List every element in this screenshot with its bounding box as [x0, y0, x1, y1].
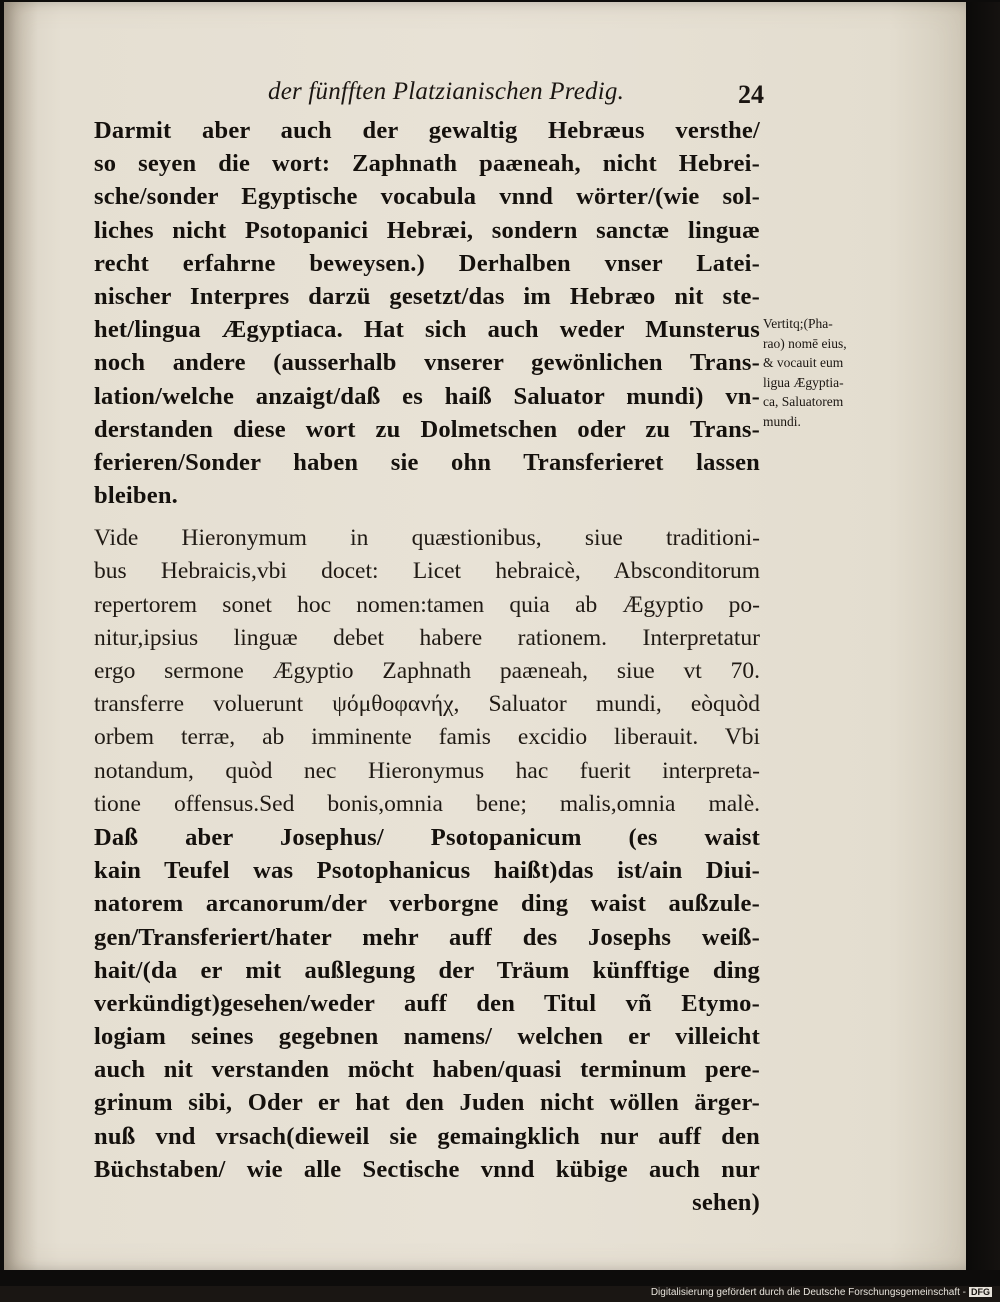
latin-line: bus Hebraicis,vbi docet: Licet hebraicè, Absconditorum [94, 558, 760, 585]
latin-line: Vide Hieronymum in quæstionibus, siue traditioni- [94, 525, 760, 552]
dfg-logo: DFG [971, 1287, 990, 1297]
latin-line: orbem terræ, ab imminente famis excidio liberauit. Vbi [94, 724, 760, 751]
text-line: so seyen die wort: Zaphnath paæneah, nicht Hebrei- [94, 150, 760, 178]
text-line: derstanden diese wort zu Dolmetschen oder zu Trans- [94, 415, 760, 443]
text-line: grinum sibi, Oder er hat den Juden nicht wöllen ärger- [94, 1089, 760, 1117]
latin-line: ergo sermone Ægyptio Zaphnath paæneah, siue vt 70. [94, 658, 760, 684]
digitization-credit [651, 1287, 992, 1298]
text-line: auch nit verstanden möcht haben/quasi terminum pere- [94, 1056, 760, 1084]
text-line: nischer Interpres darzü gesetzt/das im Hebræo nit ste- [94, 282, 760, 310]
latin-line: transferre voluerunt ψόμθοφανήχ, Saluator mundi, eòquòd [94, 691, 760, 718]
margin-note-line: rao) nomē eius, [763, 335, 847, 351]
text-line: logiam seines gegebnen namens/ welchen er villeicht [94, 1023, 760, 1051]
text-line: Darmit aber auch der gewaltig Hebræus versthe/ [94, 117, 760, 144]
latin-line: nitur,ipsius linguæ debet habere rationem. Interpretatur [94, 624, 760, 651]
text-line: bleiben. [94, 482, 178, 510]
text-line: Büchstaben/ wie alle Sectische vnnd kübige auch nur [94, 1155, 760, 1183]
text-line: lation/welche anzaigt/daß es haiß Saluator mundi) vn- [94, 382, 760, 410]
catchword: sehen) [692, 1189, 760, 1216]
text-line: liches nicht Psotopanici Hebræi, sondern sanctæ linguæ [94, 216, 760, 244]
text-line: nuß vnd vrsach(dieweil sie gemaingklich nur auff den [94, 1122, 760, 1150]
main-text-block [94, 114, 760, 1219]
text-line: recht erfahrne beweysen.) Derhalben vnser Latei- [94, 249, 760, 277]
text-line: natorem arcanorum/der verborgne ding waist außzule- [94, 890, 760, 918]
text-line: kain Teufel was Psotophanicus haißt)das ist/ain Diui- [94, 857, 760, 885]
text-line: sche/sonder Egyptische vocabula vnnd wörter/(wie sol- [94, 183, 760, 211]
margin-note-line: Vertitq;(Pha- [763, 316, 833, 331]
latin-line: tione offensus.Sed bonis,omnia bene; malis,omnia malè. [94, 790, 760, 817]
margin-note-line: ligua Ægyptia- [763, 374, 844, 390]
paragraph-gap [94, 512, 760, 522]
text-line: het/lingua Ægyptiaca. Hat sich auch weder Munsterus [94, 316, 760, 344]
text-line: Daß aber Josephus/ Psotopanicum (es waist [94, 823, 760, 851]
text-line: verkündigt)gesehen/weder auff den Titul vñ Etymo- [94, 989, 760, 1017]
text-line: gen/Transferiert/hater mehr auff des Josephs weiß- [94, 923, 760, 951]
latin-line: repertorem sonet hoc nomen:tamen quia ab Ægyptio po- [94, 591, 760, 618]
running-head: der fünfften Platzianischen Predig. [268, 78, 625, 105]
text-line: ferieren/Sonder haben sie ohn Transferieret lassen [94, 448, 760, 476]
credit-text: Digitalisierung gefördert durch die Deutsche Forschungsgemeinschaft - [650, 1287, 966, 1298]
page-gutter-shadow [4, 2, 38, 1270]
margin-note [763, 314, 881, 431]
margin-note-line: ca, Saluatorem [763, 394, 844, 409]
margin-note-line: mundi. [763, 413, 801, 429]
margin-note-line: & vocauit eum [763, 355, 844, 370]
book-edge [966, 2, 1000, 1270]
latin-line: notandum, quòd nec Hieronymus hac fuerit interpreta- [94, 757, 760, 784]
text-line: noch andere (ausserhalb vnserer gewönlichen Trans- [94, 349, 760, 377]
text-line: hait/(da er mit außlegung der Träum künfftige ding [94, 956, 760, 984]
page-number: 24 [738, 80, 764, 109]
